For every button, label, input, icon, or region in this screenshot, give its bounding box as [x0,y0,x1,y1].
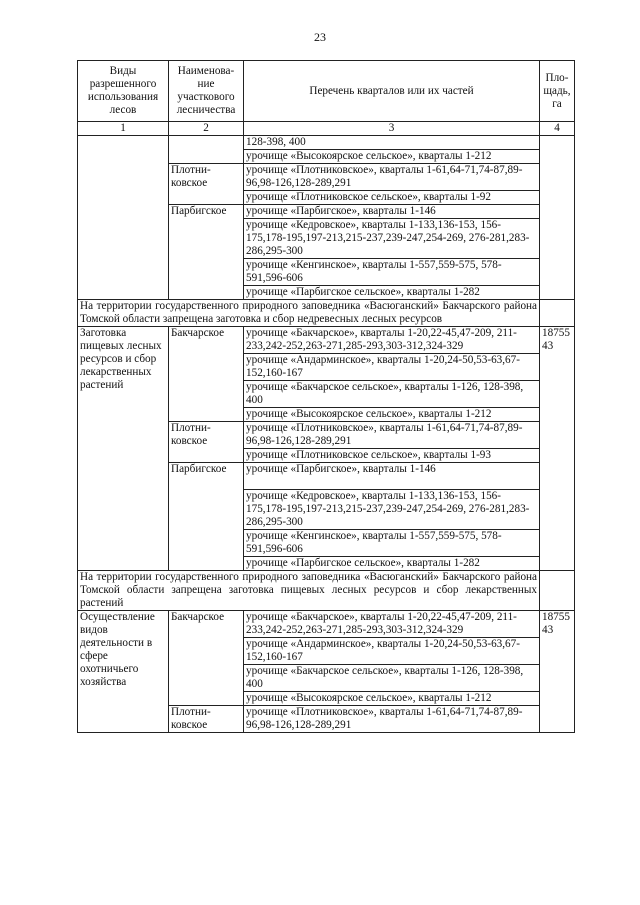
quarters-cell: урочище «Кедровское», кварталы 1-133,136-153, 156-175,178-195,197-213,215-237,239-247,254-269, 276-281,283-286,295-300 [244,219,540,259]
note-row [78,300,575,327]
quarters-cell: урочище «Плотниковское», кварталы 1-61,64-71,74-87,89-96,98-126,128-289,291 [244,422,540,449]
column-number-row [78,122,575,136]
header-quarters-list: Перечень кварталов или их частей [244,61,540,122]
quarters-cell: 128-398, 400 [244,136,540,150]
note-row [78,571,575,611]
quarters-cell: урочище «Парбигское», кварталы 1-146 [244,463,540,490]
quarters-cell: урочище «Плотниковское сельское», кварталы 1-92 [244,191,540,205]
header-area: Пло-щадь, га [540,61,575,122]
quarters-cell: урочище «Кенгинское», кварталы 1-557,559-575, 578-591,596-606 [244,259,540,286]
table-row [78,611,575,638]
forestry-cell: Бакчарское [169,611,244,706]
quarters-cell: урочище «Андарминское», кварталы 1-20,24-50,53-63,67-152,160-167 [244,354,540,381]
forestry-cell [169,136,244,164]
forestry-cell: Парбигское [169,205,244,300]
quarters-table [77,60,575,733]
column-number: 2 [169,122,244,136]
quarters-cell: урочище «Парбигское», кварталы 1-146 [244,205,540,219]
header-forestry-name: Наименова-ние участкового лесничества [169,61,244,122]
quarters-cell: урочище «Кенгинское», кварталы 1-557,559-575, 578-591,596-606 [244,530,540,557]
quarters-cell: урочище «Парбигское сельское», кварталы 1-282 [244,557,540,571]
area-cell: 1875543 [540,327,575,571]
quarters-cell: урочище «Плотниковское сельское», кварталы 1-93 [244,449,540,463]
quarters-cell: урочище «Высокоярское сельское», кварталы 1-212 [244,692,540,706]
column-number: 3 [244,122,540,136]
area-cell [540,571,575,611]
forestry-cell: Плотни-ковское [169,422,244,463]
area-cell: 1875543 [540,611,575,733]
restriction-note: На территории государственного природного заповедника «Васюганский» Бакчарского района Томской области запрещена заготовка пищевых лесных ресурсов и сбор лекарственных растений [78,571,540,611]
forestry-cell: Парбигское [169,463,244,571]
header-row [78,61,575,122]
area-cell [540,300,575,327]
quarters-cell: урочище «Высокоярское сельское», кварталы 1-212 [244,150,540,164]
use-type-cell [78,136,169,300]
column-number: 4 [540,122,575,136]
quarters-cell: урочище «Кедровское», кварталы 1-133,136-153, 156-175,178-195,197-213,215-237,239-247,254-269, 276-281,283-286,295-300 [244,490,540,530]
forestry-cell: Плотни-ковское [169,164,244,205]
use-type-cell: Осуществление видов деятельности в сфере охотничьего хозяйства [78,611,169,733]
column-number: 1 [78,122,169,136]
quarters-cell: урочище «Парбигское сельское», кварталы 1-282 [244,286,540,300]
quarters-cell: урочище «Плотниковское», кварталы 1-61,64-71,74-87,89-96,98-126,128-289,291 [244,706,540,733]
table-row [78,327,575,354]
quarters-cell: урочище «Высокоярское сельское», кварталы 1-212 [244,408,540,422]
quarters-cell: урочище «Андарминское», кварталы 1-20,24-50,53-63,67-152,160-167 [244,638,540,665]
forestry-cell: Бакчарское [169,327,244,422]
use-type-cell: Заготовка пищевых лесных ресурсов и сбор лекарственных растений [78,327,169,571]
restriction-note: На территории государственного природного заповедника «Васюганский» Бакчарского района Томской области запрещена заготовка и сбор недревесных лесных ресурсов [78,300,540,327]
table-row [78,136,575,150]
quarters-cell: урочище «Бакчарское сельское», кварталы 1-126, 128-398, 400 [244,665,540,692]
area-cell [540,136,575,300]
forestry-cell: Плотни-ковское [169,706,244,733]
quarters-cell: урочище «Бакчарское», кварталы 1-20,22-45,47-209, 211-233,242-252,263-271,285-293,303-312,324-329 [244,611,540,638]
quarters-cell: урочище «Плотниковское», кварталы 1-61,64-71,74-87,89-96,98-126,128-289,291 [244,164,540,191]
page-number: 23 [314,30,326,44]
header-use-types: Виды разрешенного использования лесов [78,61,169,122]
quarters-cell: урочище «Бакчарское», кварталы 1-20,22-45,47-209, 211-233,242-252,263-271,285-293,303-312,324-329 [244,327,540,354]
quarters-cell: урочище «Бакчарское сельское», кварталы 1-126, 128-398, 400 [244,381,540,408]
